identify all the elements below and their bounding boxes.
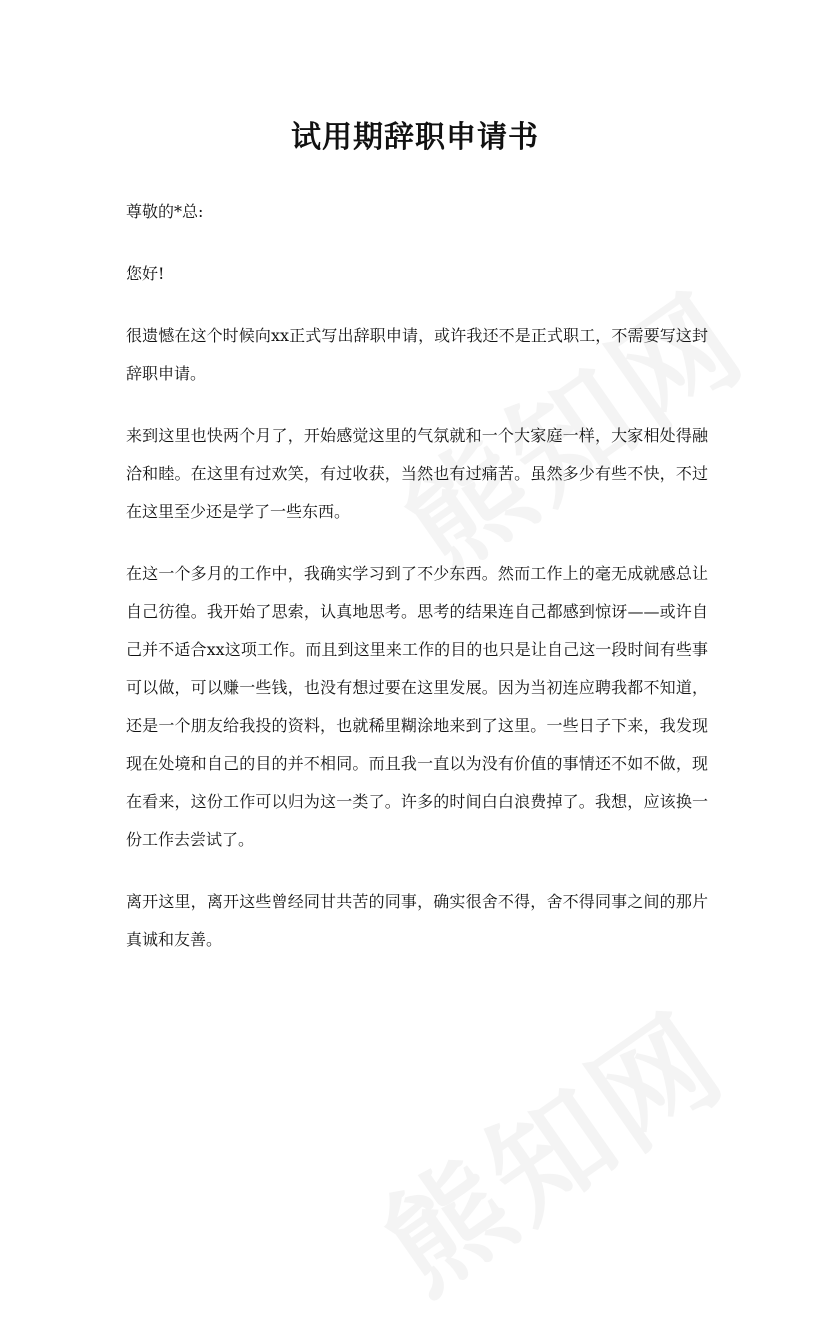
watermark-logo <box>345 967 753 1325</box>
document-body <box>126 193 708 983</box>
body-paragraph: 来到这里也快两个月了，开始感觉这里的气氛就和一个大家庭一样，大家相处得融洽和睦。在这里有过欢笑，有过收获，当然也有过痛苦。虽然多少有些不快，不过在这里至少还是学了一些东西。 <box>126 426 708 521</box>
body-paragraph: 在这一个多月的工作中，我确实学习到了不少东西。然而工作上的毫无成就感总让自己彷徨。我开始了思索，认真地思考。思考的结果连自己都感到惊讶——或许自己并不适合xx这项工作。而且到这里来工作的目的也只是让自己这一段时间有些事可以做，可以赚一些钱，也没有想过要在这里发展。因为当初连应聘我都不知道，还是一个朋友给我投的资料，也就稀里糊涂地来到了这里。一些日子下来，我发现现在处境和自己的目的并不相同。而且我一直以为没有价值的事情还不如不做，现在看来，这份工作可以归为这一类了。许多的时间白白浪费掉了。我想，应该换一份工作去尝试了。 <box>126 564 708 849</box>
body-paragraph: 离开这里，离开这些曾经同甘共苦的同事，确实很舍不得，舍不得同事之间的那片真诚和友善。 <box>126 892 708 949</box>
document-title: 试用期辞职申请书 <box>291 120 539 155</box>
body-paragraph: 很遗憾在这个时候向xx正式写出辞职申请，或许我还不是正式职工，不需要写这封辞职申请。 <box>126 326 708 383</box>
salutation: 尊敬的*总: <box>126 202 204 221</box>
greeting: 您好! <box>126 264 165 283</box>
